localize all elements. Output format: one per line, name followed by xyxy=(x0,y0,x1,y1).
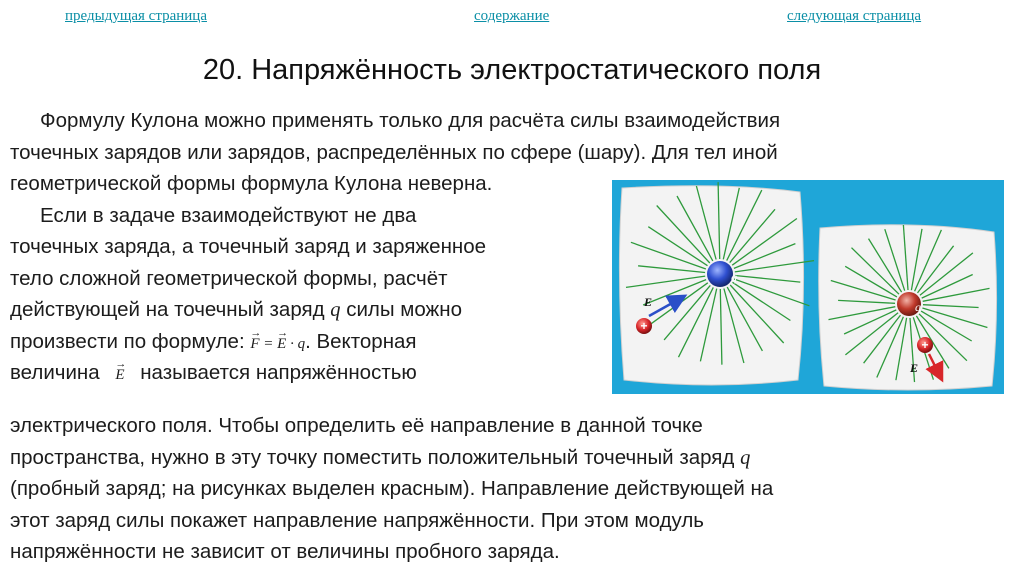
left-field-sheet xyxy=(619,186,803,385)
left-vector-label: E xyxy=(644,295,653,309)
coulomb-field-formula: → F = → E · q xyxy=(250,336,305,352)
text-line: геометрической формы формула Кулона неверна. xyxy=(10,172,493,195)
right-charge-label: q xyxy=(915,300,921,314)
page-navigation xyxy=(0,8,1024,28)
field-vector-symbol: → E xyxy=(115,367,124,383)
negative-charge xyxy=(707,261,733,287)
text-line: (пробный заряд; на рисунках выделен красным). Направление действующей на xyxy=(10,477,774,500)
previous-page-link[interactable]: предыдущая страница xyxy=(65,8,207,24)
text-line: этот заряд силы покажет направление напряжённости. При этом модуль xyxy=(10,509,704,532)
text-line: напряжённости не зависит от величины пробного заряда. xyxy=(10,540,560,563)
right-test-charge-sign: + xyxy=(921,338,929,352)
right-vector-label: E xyxy=(910,361,919,375)
left-test-charge-sign: + xyxy=(640,319,648,333)
next-page-link[interactable]: следующая страница xyxy=(787,8,922,24)
text-line: тело сложной геометрической формы, расчёт xyxy=(10,267,448,290)
charge-symbol-q: q xyxy=(740,447,751,469)
text-line: Формулу Кулона можно применять только для расчёта силы взаимодействия xyxy=(40,109,781,132)
text-line: пространства, нужно в эту точку поместить положительный точечный заряд q xyxy=(10,446,751,469)
electric-field-illustration xyxy=(612,180,1004,394)
contents-link[interactable]: содержание xyxy=(474,8,550,24)
text-line: Если в задаче взаимодействуют не два xyxy=(40,204,417,227)
charge-symbol-q: q xyxy=(330,299,341,321)
page-title: 20. Напряжённость электростатического поля xyxy=(202,54,822,86)
text-line: действующей на точечный заряд q силы можно xyxy=(10,298,462,321)
text-line: точечных зарядов или зарядов, распределённых по сфере (шару). Для тел иной xyxy=(10,141,778,164)
text-line: электрического поля. Чтобы определить её направление в данной точке xyxy=(10,414,703,437)
text-line: точечных заряда, а точечный заряд и заряженное xyxy=(10,235,487,258)
text-line: величина → E называется напряжённостью xyxy=(10,357,417,392)
text-line: произвести по формуле: → F = → E · q. Векторная xyxy=(10,326,417,361)
left-charge-label: q xyxy=(731,270,737,284)
